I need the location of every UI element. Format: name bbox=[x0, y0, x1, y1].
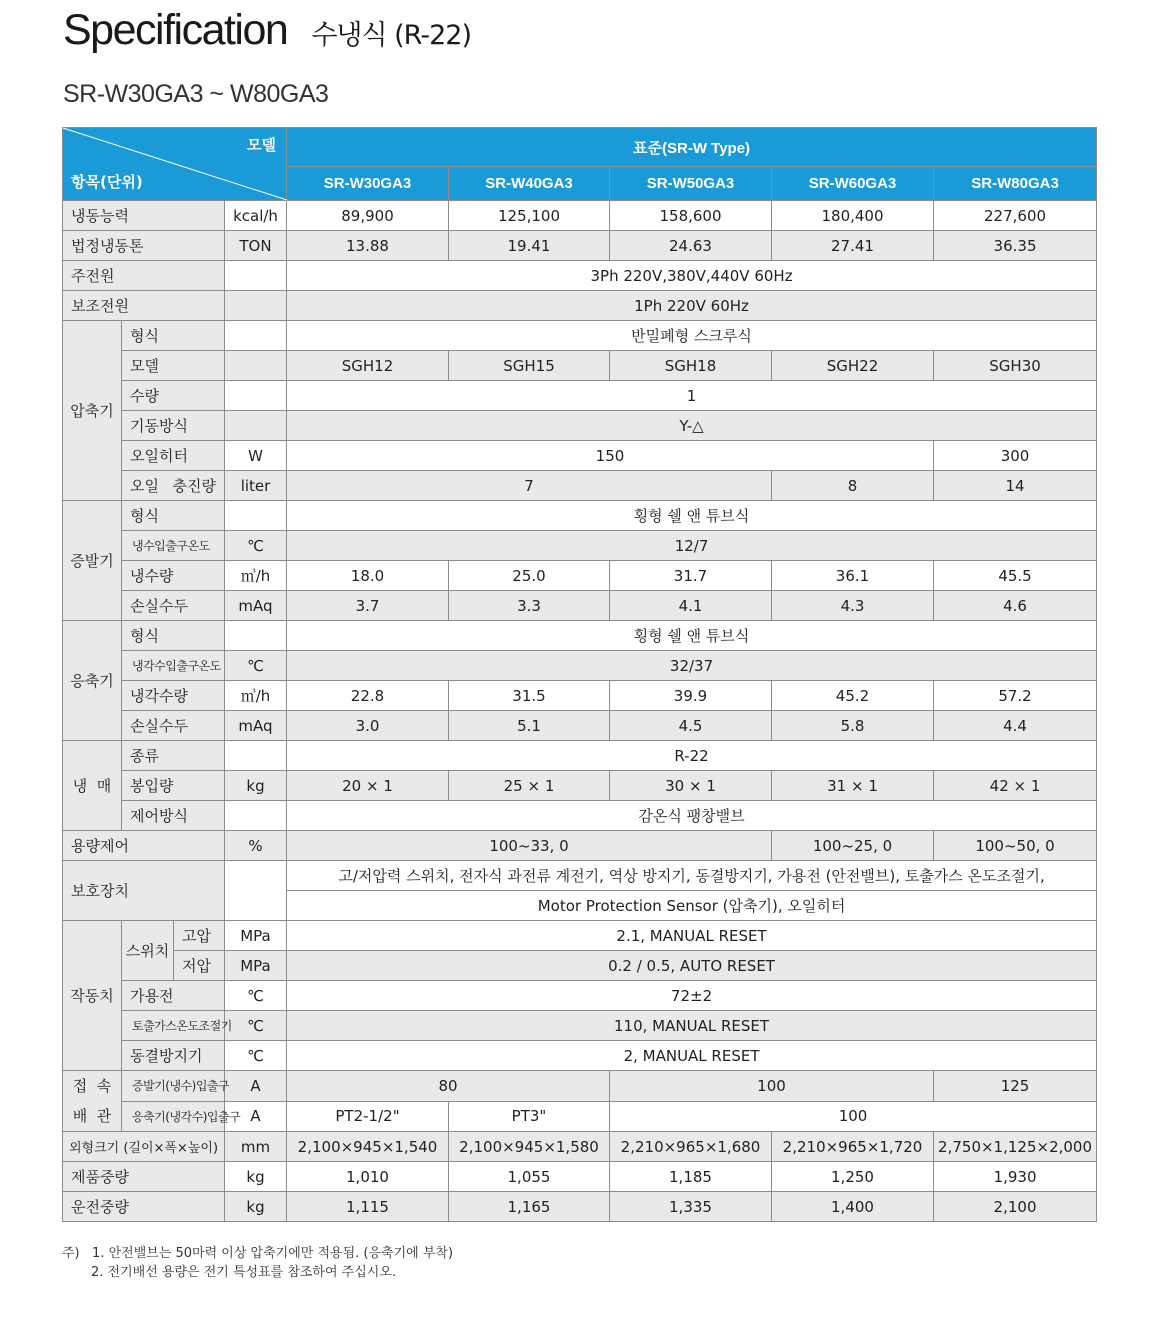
table-cell: 3.7 bbox=[287, 591, 449, 621]
table-cell: 8 bbox=[772, 471, 934, 501]
row-label: 제품중량 bbox=[63, 1162, 225, 1192]
row-unit: ㎥/h bbox=[225, 561, 287, 591]
row-unit bbox=[225, 411, 287, 441]
table-cell: 42 × 1 bbox=[934, 771, 1097, 801]
table-row bbox=[63, 381, 1097, 411]
table-row bbox=[63, 321, 1097, 351]
row-unit: TON bbox=[225, 231, 287, 261]
table-row bbox=[63, 411, 1097, 441]
table-cell: 100~25, 0 bbox=[772, 831, 934, 861]
row-label: 응축기(냉각수)입출구 bbox=[122, 1101, 225, 1132]
table-cell: 22.8 bbox=[287, 681, 449, 711]
table-row bbox=[63, 801, 1097, 831]
table-cell: 7 bbox=[287, 471, 772, 501]
row-unit: ℃ bbox=[225, 1041, 287, 1071]
table-row bbox=[63, 471, 1097, 501]
table-cell: 1,115 bbox=[287, 1192, 449, 1222]
table-cell: 125 bbox=[934, 1071, 1097, 1102]
table-cell: 80 bbox=[287, 1071, 610, 1102]
row-unit: ㎥/h bbox=[225, 681, 287, 711]
row-label: 냉각수입출구온도 bbox=[122, 651, 225, 681]
table-cell: 2,100×945×1,580 bbox=[449, 1132, 610, 1162]
table-cell: Motor Protection Sensor (압축기), 오일히터 bbox=[287, 891, 1097, 921]
note-1: 1. 안전밸브는 50마력 이상 압축기에만 적용됨. (응축기에 부착) bbox=[92, 1246, 454, 1261]
table-cell: 감온식 팽창밸브 bbox=[287, 801, 1097, 831]
table-cell: 36.1 bbox=[772, 561, 934, 591]
row-label: 냉각수량 bbox=[122, 681, 225, 711]
table-cell: 5.8 bbox=[772, 711, 934, 741]
table-cell: 19.41 bbox=[449, 231, 610, 261]
notes-prefix: 주) bbox=[62, 1246, 80, 1261]
row-unit bbox=[225, 261, 287, 291]
row-label: 저압 bbox=[174, 951, 225, 981]
table-cell: 2,210×965×1,680 bbox=[610, 1132, 772, 1162]
table-cell: 72±2 bbox=[287, 981, 1097, 1011]
table-cell: 1,250 bbox=[772, 1162, 934, 1192]
row-unit: MPa bbox=[225, 951, 287, 981]
table-row bbox=[63, 711, 1097, 741]
group-label-operation: 작동치 bbox=[63, 921, 122, 1071]
row-label: 형식 bbox=[122, 621, 225, 651]
row-label: 증발기(냉수)입출구 bbox=[122, 1071, 225, 1102]
table-cell: 횡형 쉘 앤 튜브식 bbox=[287, 621, 1097, 651]
row-unit: ℃ bbox=[225, 1011, 287, 1041]
row-label: 용량제어 bbox=[63, 831, 225, 861]
row-label: 법정냉동톤 bbox=[63, 231, 225, 261]
table-cell: PT3" bbox=[449, 1101, 610, 1132]
table-row bbox=[63, 861, 1097, 891]
row-label: 냉동능력 bbox=[63, 201, 225, 231]
row-label: 오일히터 bbox=[122, 441, 225, 471]
row-unit: mAq bbox=[225, 591, 287, 621]
header-model-label: 모델 bbox=[247, 136, 276, 154]
table-cell: 57.2 bbox=[934, 681, 1097, 711]
table-cell: 39.9 bbox=[610, 681, 772, 711]
title-english: Specification bbox=[63, 6, 288, 54]
table-cell: 1,930 bbox=[934, 1162, 1097, 1192]
table-cell: 2,100 bbox=[934, 1192, 1097, 1222]
header-model: SR-W50GA3 bbox=[610, 167, 772, 201]
row-unit: A bbox=[225, 1071, 287, 1102]
page-title bbox=[63, 6, 471, 55]
table-cell: 4.6 bbox=[934, 591, 1097, 621]
table-cell: 89,900 bbox=[287, 201, 449, 231]
table-cell: 31.5 bbox=[449, 681, 610, 711]
group-label-piping: 접 속 배 관 bbox=[63, 1071, 122, 1132]
table-cell: 1,400 bbox=[772, 1192, 934, 1222]
table-row bbox=[63, 621, 1097, 651]
row-unit: mAq bbox=[225, 711, 287, 741]
table-cell: SGH15 bbox=[449, 351, 610, 381]
table-cell: 2, MANUAL RESET bbox=[287, 1041, 1097, 1071]
table-cell: 고/저압력 스위치, 전자식 과전류 계전기, 역상 방지기, 동결방지기, 가용전 (안전밸브), 토출가스 온도조절기, bbox=[287, 861, 1097, 891]
table-cell: 반밀폐형 스크루식 bbox=[287, 321, 1097, 351]
table-row bbox=[63, 1162, 1097, 1192]
table-cell: 5.1 bbox=[449, 711, 610, 741]
table-cell: 24.63 bbox=[610, 231, 772, 261]
model-range-subtitle: SR-W30GA3 ~ W80GA3 bbox=[63, 80, 329, 108]
row-unit: kg bbox=[225, 1162, 287, 1192]
table-cell: 18.0 bbox=[287, 561, 449, 591]
table-cell: SGH30 bbox=[934, 351, 1097, 381]
header-item-label: 항목(단위) bbox=[71, 173, 143, 191]
row-unit bbox=[225, 351, 287, 381]
row-label: 고압 bbox=[174, 921, 225, 951]
table-cell: 2,210×965×1,720 bbox=[772, 1132, 934, 1162]
table-cell: 13.88 bbox=[287, 231, 449, 261]
table-cell: 2,750×1,125×2,000 bbox=[934, 1132, 1097, 1162]
group-label-condenser: 응축기 bbox=[63, 621, 122, 741]
row-unit bbox=[225, 621, 287, 651]
row-label: 봉입량 bbox=[122, 771, 225, 801]
footnotes bbox=[62, 1244, 453, 1282]
table-cell: PT2-1/2" bbox=[287, 1101, 449, 1132]
row-label: 종류 bbox=[122, 741, 225, 771]
title-korean: 수냉식 (R-22) bbox=[311, 20, 471, 51]
row-label: 오일 충진량 bbox=[122, 471, 225, 501]
table-cell: 30 × 1 bbox=[610, 771, 772, 801]
row-unit bbox=[225, 381, 287, 411]
table-cell: SGH12 bbox=[287, 351, 449, 381]
row-label: 형식 bbox=[122, 501, 225, 531]
table-cell: 1,185 bbox=[610, 1162, 772, 1192]
table-cell: 4.1 bbox=[610, 591, 772, 621]
table-cell: 횡형 쉘 앤 튜브식 bbox=[287, 501, 1097, 531]
table-cell: SGH18 bbox=[610, 351, 772, 381]
table-row bbox=[63, 1101, 1097, 1132]
row-unit: ℃ bbox=[225, 531, 287, 561]
table-cell: 3Ph 220V,380V,440V 60Hz bbox=[287, 261, 1097, 291]
row-unit bbox=[225, 291, 287, 321]
table-row bbox=[63, 1041, 1097, 1071]
row-unit: ℃ bbox=[225, 981, 287, 1011]
table-cell: 125,100 bbox=[449, 201, 610, 231]
row-label: 주전원 bbox=[63, 261, 225, 291]
switch-label: 스위치 bbox=[122, 921, 174, 981]
table-cell: 150 bbox=[287, 441, 934, 471]
table-row bbox=[63, 831, 1097, 861]
table-cell: 1,010 bbox=[287, 1162, 449, 1192]
row-unit: kg bbox=[225, 1192, 287, 1222]
header-model: SR-W60GA3 bbox=[772, 167, 934, 201]
table-row bbox=[63, 591, 1097, 621]
table-cell: 4.5 bbox=[610, 711, 772, 741]
table-row bbox=[63, 501, 1097, 531]
row-unit: kg bbox=[225, 771, 287, 801]
table-cell: 32/37 bbox=[287, 651, 1097, 681]
table-cell: 227,600 bbox=[934, 201, 1097, 231]
table-row bbox=[63, 261, 1097, 291]
table-cell: 100 bbox=[610, 1101, 1097, 1132]
table-row bbox=[63, 741, 1097, 771]
row-label: 가용전 bbox=[122, 981, 225, 1011]
table-row bbox=[63, 201, 1097, 231]
row-unit: liter bbox=[225, 471, 287, 501]
header-model: SR-W40GA3 bbox=[449, 167, 610, 201]
table-row bbox=[63, 771, 1097, 801]
row-label: 토출가스온도조절기 bbox=[122, 1011, 225, 1041]
header-corner-cell bbox=[63, 128, 287, 201]
table-cell: 12/7 bbox=[287, 531, 1097, 561]
note-2: 2. 전기배선 용량은 전기 특성표를 참조하여 주십시오. bbox=[91, 1265, 397, 1280]
row-label: 형식 bbox=[122, 321, 225, 351]
group-label-refrigerant: 냉 매 bbox=[63, 741, 122, 831]
table-cell: 300 bbox=[934, 441, 1097, 471]
table-cell: 3.3 bbox=[449, 591, 610, 621]
table-cell: 31 × 1 bbox=[772, 771, 934, 801]
row-label: 손실수두 bbox=[122, 711, 225, 741]
table-cell: 110, MANUAL RESET bbox=[287, 1011, 1097, 1041]
table-row bbox=[63, 651, 1097, 681]
row-unit bbox=[225, 321, 287, 351]
table-row bbox=[63, 351, 1097, 381]
table-cell: 1,335 bbox=[610, 1192, 772, 1222]
table-cell: 100~33, 0 bbox=[287, 831, 772, 861]
table-cell: 45.2 bbox=[772, 681, 934, 711]
table-row bbox=[63, 1011, 1097, 1041]
table-cell: 36.35 bbox=[934, 231, 1097, 261]
group-label-compressor: 압축기 bbox=[63, 321, 122, 501]
table-cell: R-22 bbox=[287, 741, 1097, 771]
row-label: 냉수입출구온도 bbox=[122, 531, 225, 561]
row-label: 모델 bbox=[122, 351, 225, 381]
row-label: 운전중량 bbox=[63, 1192, 225, 1222]
row-label: 보호장치 bbox=[63, 861, 225, 921]
table-row bbox=[63, 1071, 1097, 1102]
table-cell: 158,600 bbox=[610, 201, 772, 231]
table-cell: 2,100×945×1,540 bbox=[287, 1132, 449, 1162]
table-cell: 45.5 bbox=[934, 561, 1097, 591]
table-cell: Y-△ bbox=[287, 411, 1097, 441]
row-label: 보조전원 bbox=[63, 291, 225, 321]
table-cell: 31.7 bbox=[610, 561, 772, 591]
row-label: 기동방식 bbox=[122, 411, 225, 441]
header-model: SR-W30GA3 bbox=[287, 167, 449, 201]
table-row bbox=[63, 981, 1097, 1011]
row-label: 손실수두 bbox=[122, 591, 225, 621]
table-row bbox=[63, 291, 1097, 321]
table-row bbox=[63, 561, 1097, 591]
table-row bbox=[63, 1192, 1097, 1222]
row-unit bbox=[225, 801, 287, 831]
row-label: 동결방지기 bbox=[122, 1041, 225, 1071]
table-cell: 1Ph 220V 60Hz bbox=[287, 291, 1097, 321]
row-unit: mm bbox=[225, 1132, 287, 1162]
table-cell: 1 bbox=[287, 381, 1097, 411]
table-row bbox=[63, 531, 1097, 561]
header-model: SR-W80GA3 bbox=[934, 167, 1097, 201]
table-cell: 4.3 bbox=[772, 591, 934, 621]
table-row bbox=[63, 681, 1097, 711]
table-cell: 25.0 bbox=[449, 561, 610, 591]
table-row bbox=[63, 1132, 1097, 1162]
specification-table bbox=[62, 127, 1097, 1222]
row-unit: W bbox=[225, 441, 287, 471]
table-cell: SGH22 bbox=[772, 351, 934, 381]
row-unit: ℃ bbox=[225, 651, 287, 681]
table-cell: 0.2 / 0.5, AUTO RESET bbox=[287, 951, 1097, 981]
row-unit bbox=[225, 741, 287, 771]
table-row bbox=[63, 441, 1097, 471]
table-row bbox=[63, 951, 1097, 981]
table-cell: 1,055 bbox=[449, 1162, 610, 1192]
row-unit: MPa bbox=[225, 921, 287, 951]
table-cell: 180,400 bbox=[772, 201, 934, 231]
group-label-evaporator: 증발기 bbox=[63, 501, 122, 621]
row-label: 수량 bbox=[122, 381, 225, 411]
table-cell: 4.4 bbox=[934, 711, 1097, 741]
row-unit: % bbox=[225, 831, 287, 861]
table-cell: 3.0 bbox=[287, 711, 449, 741]
table-cell: 25 × 1 bbox=[449, 771, 610, 801]
row-unit: A bbox=[225, 1101, 287, 1132]
table-cell: 14 bbox=[934, 471, 1097, 501]
row-label: 외형크기 (길이×폭×높이) bbox=[63, 1132, 225, 1162]
row-label: 냉수량 bbox=[122, 561, 225, 591]
table-cell: 100 bbox=[610, 1071, 934, 1102]
row-unit bbox=[225, 501, 287, 531]
table-cell: 100~50, 0 bbox=[934, 831, 1097, 861]
table-cell: 20 × 1 bbox=[287, 771, 449, 801]
table-cell: 27.41 bbox=[772, 231, 934, 261]
table-cell: 1,165 bbox=[449, 1192, 610, 1222]
row-unit: kcal/h bbox=[225, 201, 287, 231]
row-unit bbox=[225, 861, 287, 921]
table-row bbox=[63, 231, 1097, 261]
table-row bbox=[63, 921, 1097, 951]
header-group-title: 표준(SR-W Type) bbox=[287, 128, 1097, 167]
row-label: 제어방식 bbox=[122, 801, 225, 831]
table-cell: 2.1, MANUAL RESET bbox=[287, 921, 1097, 951]
